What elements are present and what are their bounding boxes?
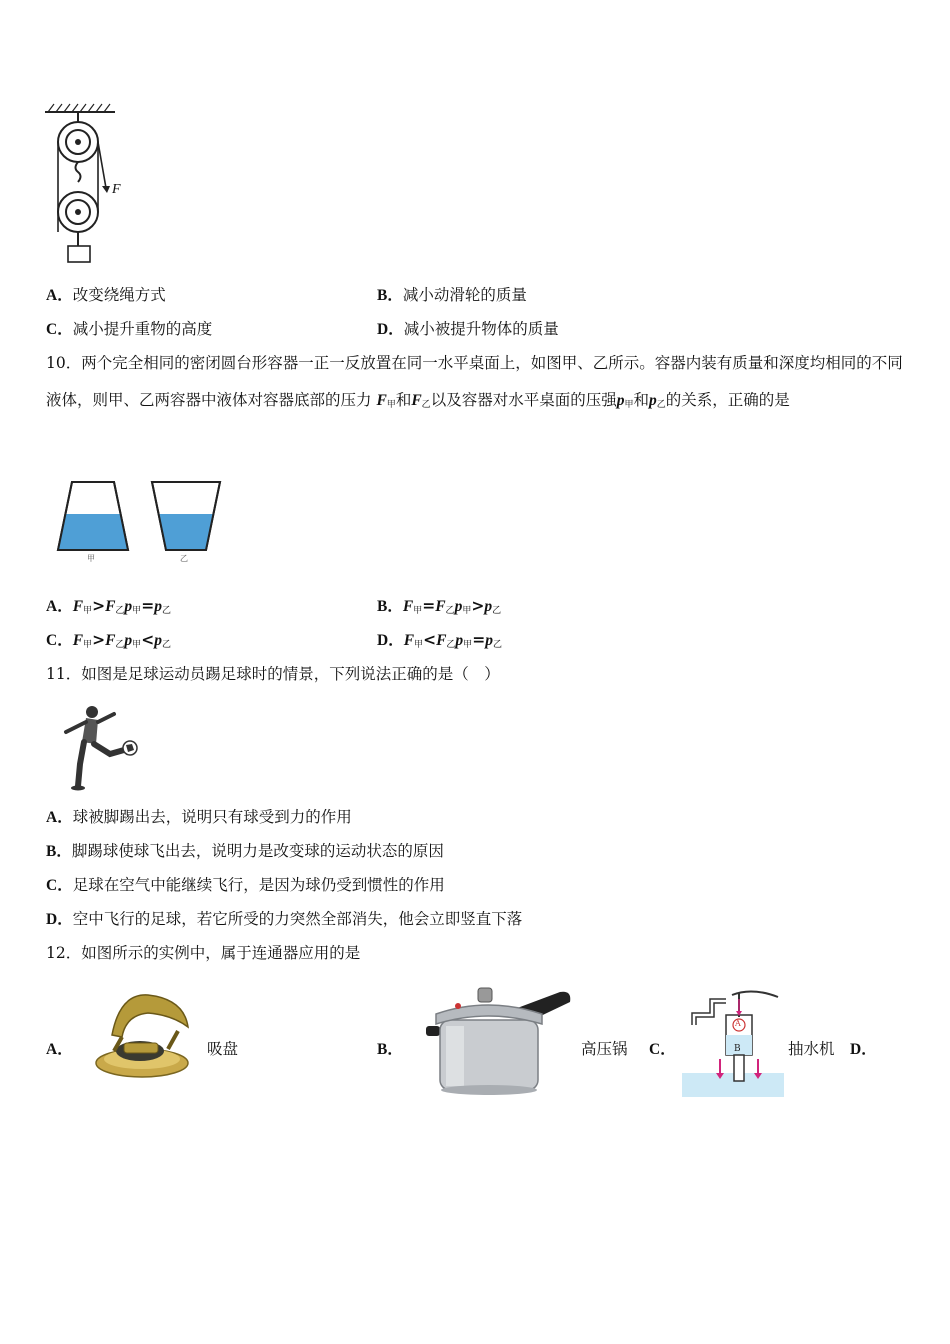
sub-yi: 乙	[656, 400, 666, 410]
relation: <	[423, 630, 437, 649]
option-label: C．	[46, 877, 73, 894]
f-symbol: F	[72, 598, 84, 615]
option-label: A．	[46, 287, 73, 304]
soccer-player-figure	[52, 702, 142, 792]
option-label: A．	[46, 598, 73, 615]
sub-jia: 甲	[132, 640, 142, 650]
f-symbol: F	[105, 598, 116, 615]
q10-option-b[interactable]	[377, 596, 501, 621]
water-pump-image	[682, 985, 784, 1097]
option-label: C．	[46, 632, 73, 649]
option-label: B．	[377, 1041, 403, 1058]
option-text: 足球在空气中能继续飞行，是因为球仍受到惯性的作用	[72, 876, 445, 894]
relation: >	[92, 630, 106, 649]
q10-stem	[46, 345, 906, 424]
q9-option-d[interactable]	[377, 319, 559, 340]
q9-option-a[interactable]	[46, 285, 166, 306]
f-symbol: F	[105, 632, 116, 649]
option-label: C．	[649, 1041, 676, 1058]
question-number: 10．	[46, 354, 82, 372]
q10-option-d[interactable]	[377, 630, 502, 655]
q12-option-d[interactable]	[850, 1039, 877, 1060]
sub-yi: 乙	[492, 606, 502, 616]
p-symbol: p	[484, 598, 493, 615]
suction-cup-image	[92, 985, 202, 1085]
option-text: 改变绕绳方式	[72, 286, 166, 304]
f-symbol: F	[403, 632, 415, 649]
q10-text-3: 的关系，正确的是	[665, 391, 790, 409]
q12-caption-a: 吸盘	[207, 1040, 239, 1058]
sub-yi: 乙	[115, 640, 125, 650]
q11-text: 如图是足球运动员踢足球时的情景，下列说法正确的是（ ）	[81, 665, 500, 683]
sub-jia: 甲	[83, 606, 93, 616]
p-symbol: p	[455, 632, 464, 649]
q11-option-b[interactable]	[46, 841, 444, 862]
question-number: 12．	[46, 944, 82, 962]
sub-jia: 甲	[413, 606, 423, 616]
q12-option-a[interactable]	[46, 1039, 73, 1060]
option-text: 脚踢球使球飞出去，说明力是改变球的运动状态的原因	[71, 842, 444, 860]
option-label: D．	[850, 1041, 877, 1058]
q12-stem	[46, 943, 360, 963]
pulley-figure	[40, 100, 140, 270]
and-word: 和	[633, 391, 649, 409]
p-symbol: p	[454, 598, 463, 615]
pump-label-b: B	[734, 1044, 741, 1054]
sub-yi: 乙	[445, 606, 455, 616]
relation: =	[472, 630, 486, 649]
option-text: 减小被提升物体的质量	[403, 320, 559, 338]
q11-stem	[46, 664, 500, 684]
relation: >	[92, 596, 106, 615]
f-symbol: F	[436, 632, 447, 649]
option-label: D．	[377, 321, 404, 338]
and-word: 和	[395, 391, 412, 409]
sub-jia: 甲	[624, 400, 634, 410]
question-number: 11．	[46, 665, 82, 683]
sub-yi: 乙	[446, 640, 456, 650]
q11-option-d[interactable]	[46, 909, 522, 930]
pump-label-a: A	[735, 1019, 741, 1028]
option-label: D．	[46, 911, 73, 928]
fig-label-yi: 乙	[180, 554, 188, 563]
p-symbol: p	[154, 598, 162, 615]
force-label: F	[112, 182, 121, 197]
p-symbol: p	[124, 598, 133, 615]
p-symbol: p	[485, 632, 493, 649]
option-text: 球被脚踢出去，说明只有球受到力的作用	[72, 808, 352, 826]
sub-jia: 甲	[386, 400, 396, 410]
q10-option-a[interactable]	[46, 596, 171, 621]
relation: >	[471, 596, 485, 615]
option-text: 减小提升重物的高度	[72, 320, 213, 338]
sub-jia: 甲	[414, 640, 424, 650]
option-label: D．	[377, 632, 404, 649]
option-text: 减小动滑轮的质量	[402, 286, 527, 304]
sub-jia: 甲	[463, 640, 473, 650]
sub-yi: 乙	[161, 640, 171, 650]
option-label: B．	[377, 598, 403, 615]
q9-option-c[interactable]	[46, 319, 212, 340]
relation: =	[422, 596, 436, 615]
p-symbol: p	[648, 392, 657, 409]
q12-option-b[interactable]	[377, 1039, 403, 1060]
fig-label-jia: 甲	[87, 554, 95, 563]
q9-option-b[interactable]	[377, 285, 527, 306]
q12-caption-b: 高压锅	[581, 1040, 628, 1058]
f-symbol: F	[376, 392, 387, 409]
sub-jia: 甲	[83, 640, 93, 650]
sub-yi: 乙	[421, 400, 431, 410]
sub-yi: 乙	[115, 606, 125, 616]
q12-text: 如图所示的实例中，属于连通器应用的是	[81, 944, 361, 962]
q11-option-a[interactable]	[46, 807, 352, 828]
f-symbol: F	[411, 392, 422, 409]
q10-option-c[interactable]	[46, 630, 171, 655]
q10-text-1: 两个完全相同的密闭圆台形容器一正一反放置在同一水平桌面上，如图甲、乙所示。容器内装有质量和深度均相同的不同液体，则甲、乙两容器中液体对容器底部的压力	[46, 354, 903, 409]
relation: <	[141, 630, 155, 649]
option-label: B．	[46, 843, 72, 860]
relation: =	[141, 596, 155, 615]
option-label: B．	[377, 287, 403, 304]
f-symbol: F	[435, 598, 446, 615]
q10-text-2: 以及容器对水平桌面的压强	[430, 391, 617, 409]
option-label: C．	[46, 321, 73, 338]
p-symbol: p	[154, 632, 162, 649]
p-symbol: p	[124, 632, 133, 649]
sub-jia: 甲	[462, 606, 472, 616]
pressure-cooker-image	[420, 980, 575, 1098]
option-text: 空中飞行的足球，若它所受的力突然全部消失，他会立即竖直下落	[72, 910, 523, 928]
option-label: A．	[46, 809, 73, 826]
containers-figure	[52, 478, 227, 568]
f-symbol: F	[72, 632, 84, 649]
sub-yi: 乙	[161, 606, 171, 616]
option-label: A．	[46, 1041, 73, 1058]
p-symbol: p	[616, 392, 625, 409]
q12-option-c[interactable]	[649, 1039, 676, 1060]
q12-caption-c: 抽水机	[788, 1040, 835, 1058]
sub-jia: 甲	[132, 606, 142, 616]
f-symbol: F	[402, 598, 414, 615]
sub-yi: 乙	[492, 640, 502, 650]
q11-option-c[interactable]	[46, 875, 445, 896]
